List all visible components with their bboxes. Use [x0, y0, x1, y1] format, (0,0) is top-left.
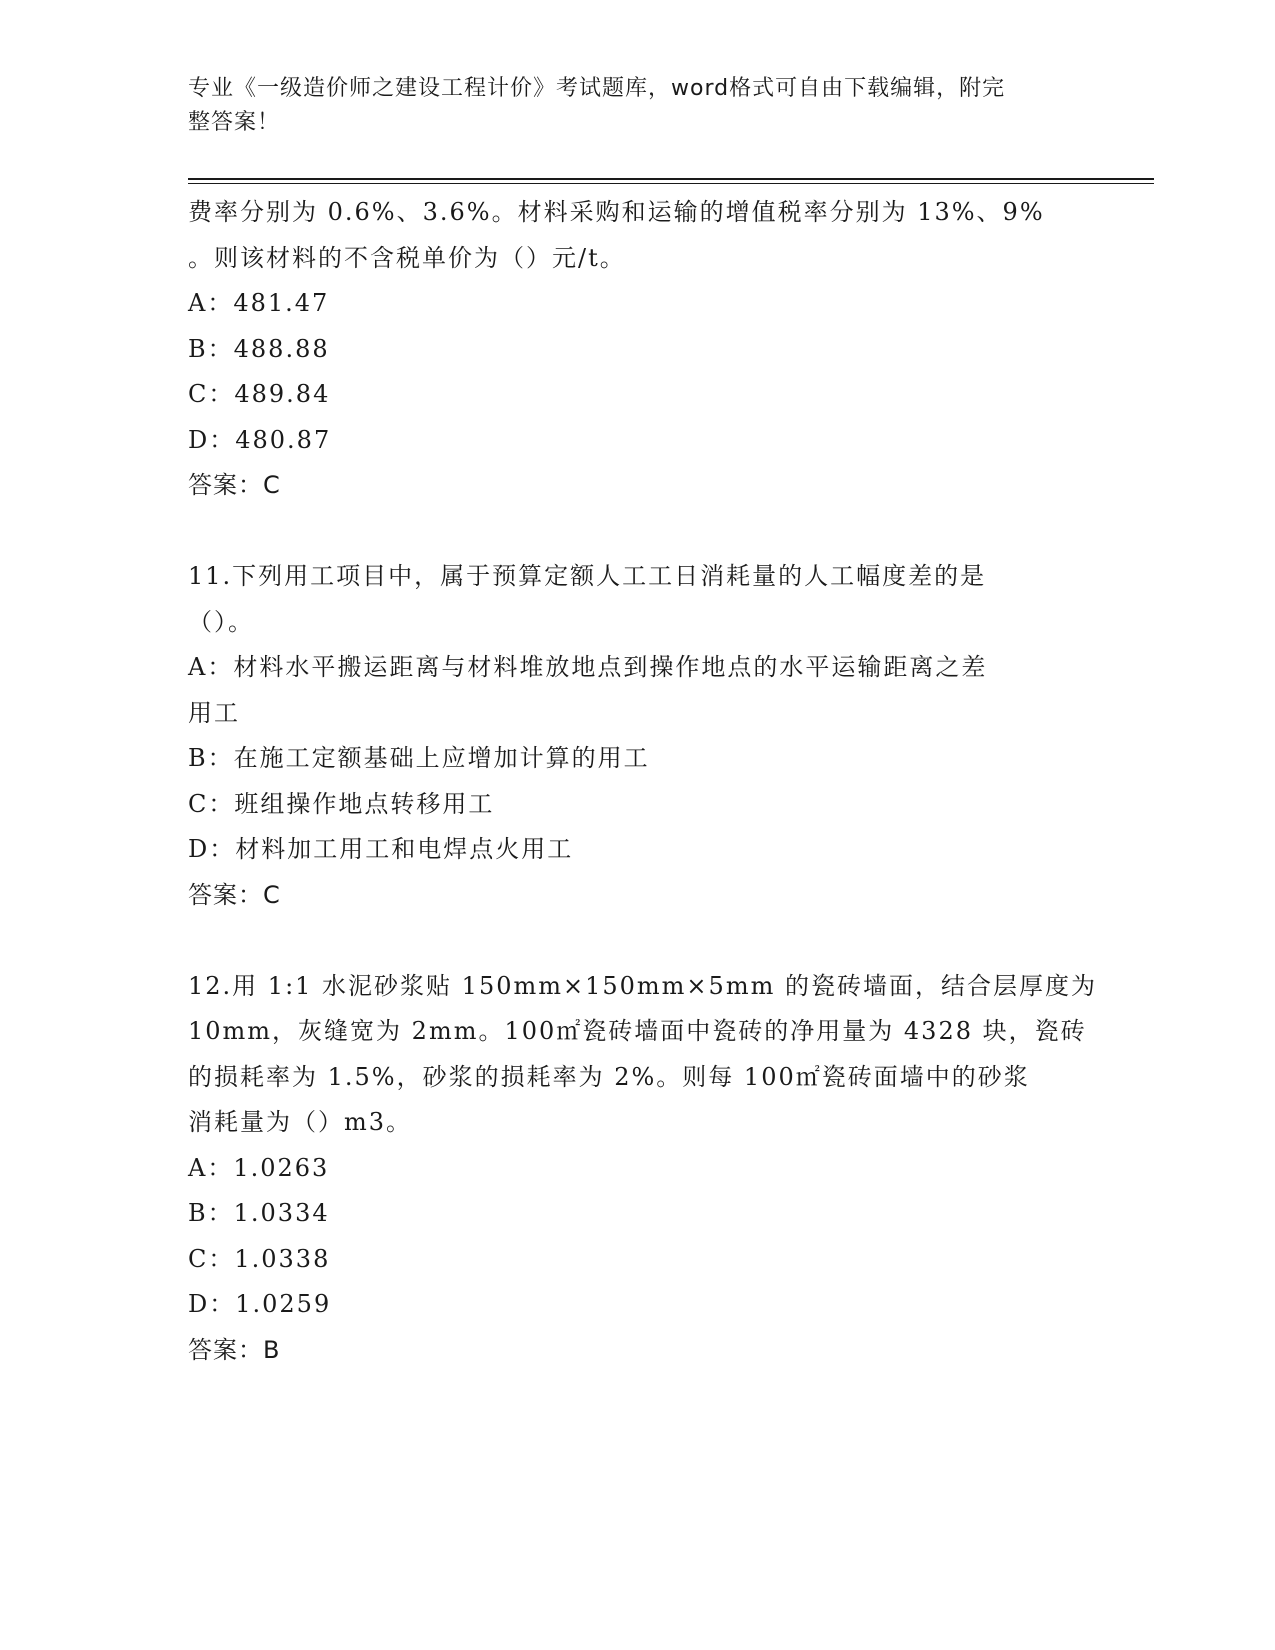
answer-label: 答案：C — [188, 471, 281, 499]
question-10 — [188, 190, 1088, 509]
question-stem-line: 费率分别为 0.6%、3.6%。材料采购和运输的增值税率分别为 13%、9% — [188, 198, 1045, 226]
question-list — [188, 190, 1097, 1373]
answer-label: 答案：C — [188, 880, 281, 909]
option-a: A：1.0263 — [188, 1153, 330, 1182]
option-b: B：488.88 — [188, 334, 330, 363]
header-line-1: 专业《一级造价师之建设工程计价》考试题库，word格式可自由下载编辑，附完 — [188, 76, 1006, 101]
question-12 — [188, 964, 1097, 1374]
option-c: C：1.0338 — [188, 1244, 331, 1273]
spacer — [188, 918, 1088, 964]
option-b: B：在施工定额基础上应增加计算的用工 — [188, 744, 650, 772]
answer-label: 答案：B — [188, 1335, 281, 1364]
header-divider-thin — [188, 183, 1154, 184]
header-divider-thick — [188, 178, 1154, 180]
option-d: D：1.0259 — [188, 1290, 332, 1318]
option-a: A：481.47 — [188, 289, 330, 317]
question-stem-line: 。则该材料的不含税单价为（）元/t。 — [188, 243, 626, 272]
option-c: C：班组操作地点转移用工 — [188, 789, 495, 818]
question-stem-line: 11.下列用工项目中，属于预算定额人工工日消耗量的人工幅度差的是 — [188, 562, 987, 590]
question-stem-line: 消耗量为（）m3。 — [188, 1108, 413, 1136]
question-stem-line: 12.用 1:1 水泥砂浆贴 150mm×150mm×5mm 的瓷砖墙面，结合层厚度为 — [188, 971, 1097, 1000]
option-a-continuation: 用工 — [188, 698, 240, 727]
question-11 — [188, 554, 1088, 918]
option-d: D：材料加工用工和电焊点火用工 — [188, 835, 574, 863]
option-c: C：489.84 — [188, 380, 331, 408]
spacer — [188, 509, 1088, 555]
question-stem-line: 10mm，灰缝宽为 2mm。100㎡瓷砖墙面中瓷砖的净用量为 4328 块，瓷砖 — [188, 1017, 1087, 1045]
document-header — [188, 72, 1068, 140]
option-d: D：480.87 — [188, 425, 332, 454]
question-stem-line: 的损耗率为 1.5%，砂浆的损耗率为 2%。则每 100㎡瓷砖面墙中的砂浆 — [188, 1062, 1030, 1091]
header-line-2: 整答案！ — [188, 110, 281, 135]
option-b: B：1.0334 — [188, 1199, 330, 1227]
question-stem-line: （）。 — [188, 607, 254, 636]
option-a: A：材料水平搬运距离与材料堆放地点到操作地点的水平运输距离之差 — [188, 653, 988, 681]
